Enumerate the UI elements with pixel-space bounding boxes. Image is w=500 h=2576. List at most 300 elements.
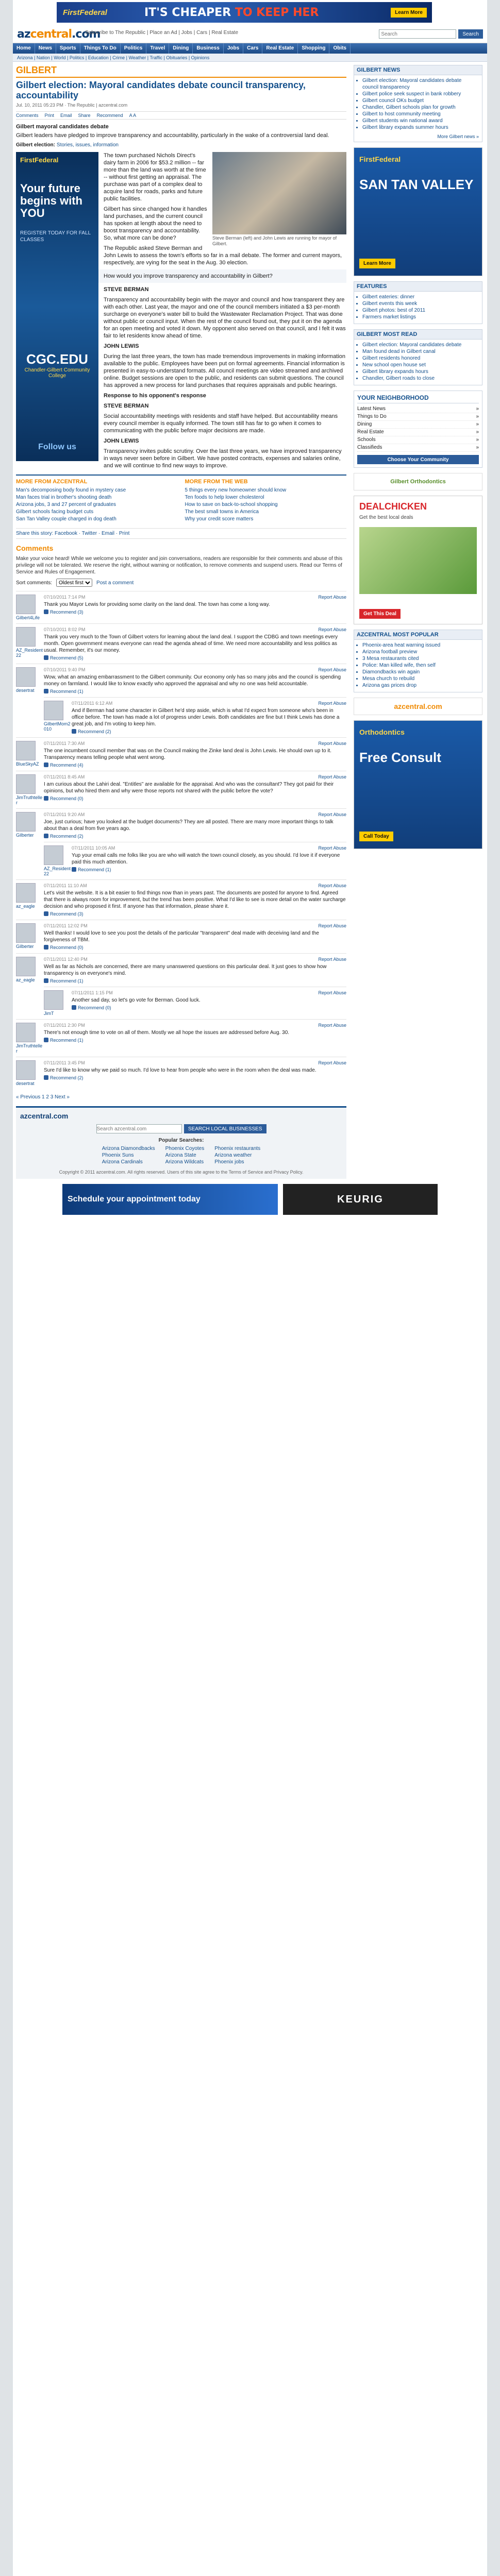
- photo-caption: Steve Berman (left) and John Lewis are running for mayor of Gilbert.: [212, 235, 337, 246]
- popular-link[interactable]: Arizona weather: [214, 1153, 252, 1158]
- commenter-name[interactable]: AZ_Resident22: [44, 866, 71, 876]
- more-link[interactable]: Man's decomposing body found in mystery case: [16, 487, 126, 493]
- popular-searches-title: Popular Searches:: [158, 1138, 204, 1143]
- popular-link[interactable]: • 3 Mesa restaurants cited: [362, 655, 479, 662]
- avatar[interactable]: [16, 774, 36, 794]
- bottom-ad-keurig[interactable]: KEURIG: [283, 1184, 438, 1215]
- neighborhood-row[interactable]: [357, 436, 479, 444]
- sub-nav[interactable]: Arizona | Nation | World | Politics | Education | Crime | Weather | Traffic | Obituaries | Opinions: [13, 54, 487, 62]
- comment-header: [44, 957, 346, 962]
- thumbs-up-icon: [44, 609, 48, 614]
- popular-link[interactable]: Arizona Diamondbacks: [102, 1146, 155, 1151]
- commenter-name[interactable]: az_eagle: [16, 977, 35, 982]
- comment-time: 07/11/2011 1:15 PM: [72, 990, 113, 995]
- search-input[interactable]: [379, 29, 456, 39]
- more-link[interactable]: Arizona jobs, 3 and 27 percent of graduates: [16, 502, 116, 507]
- commenter-name[interactable]: desertrat: [16, 1081, 35, 1086]
- nav-item-shopping[interactable]: Shopping: [298, 43, 329, 54]
- report-abuse-link[interactable]: Report Abuse: [318, 595, 346, 600]
- gilbert-news-box: [354, 65, 482, 142]
- inline-ad-headline: Your future begins with YOU: [20, 182, 82, 219]
- row-label: Real Estate: [357, 429, 384, 435]
- masthead-links[interactable]: Subscribe to The Republic | Place an Ad | Jobs | Cars | Real Estate: [85, 30, 239, 36]
- row-label: Dining: [357, 421, 372, 427]
- commenter-name[interactable]: JimTruthteller: [16, 795, 43, 805]
- comment: [44, 987, 346, 1019]
- commenter-avatar-block: [16, 1023, 44, 1054]
- comment: [16, 808, 346, 842]
- candidate-name: STEVE BERMAN: [104, 286, 149, 293]
- inline-ad-subtext: REGISTER TODAY FOR FALL CLASSES: [20, 230, 91, 243]
- more-link[interactable]: Gilbert schools facing budget cuts: [16, 509, 94, 515]
- article-paragraph: Gilbert has since changed how it handles land purchases, and the current council has spoken at length about the need to boost transparency and accountability. So, what more can be done?: [104, 206, 207, 241]
- comment-actions: [44, 1038, 346, 1043]
- popular-link[interactable]: • Arizona football preview: [362, 649, 479, 655]
- row-arrow-icon: »: [476, 406, 479, 412]
- comment-time: 07/11/2011 12:40 PM: [44, 957, 88, 962]
- logo-part-b: central: [30, 28, 72, 41]
- deal-ad[interactable]: [354, 496, 482, 624]
- comment-body: [44, 667, 346, 694]
- recommend-button[interactable]: Recommend (2): [78, 729, 111, 734]
- report-abuse-link[interactable]: Report Abuse: [318, 812, 346, 817]
- avatar[interactable]: [16, 741, 36, 760]
- neighborhood-row[interactable]: [357, 429, 479, 436]
- comment-body: [72, 845, 346, 876]
- comment-body: [72, 701, 346, 734]
- candidates-photo: [212, 152, 346, 234]
- rail-ad-san-tan[interactable]: [354, 147, 482, 276]
- most-read-link[interactable]: • Man found dead in Gilbert canal: [362, 348, 479, 355]
- row-label: Latest News: [357, 406, 386, 412]
- row-label: Schools: [357, 437, 376, 443]
- site-search: [379, 29, 483, 39]
- thumbs-up-icon: [44, 1075, 48, 1080]
- comment-time: 07/11/2011 3:45 PM: [44, 1060, 85, 1065]
- ad-logo: FirstFederal: [63, 8, 107, 17]
- nav-item-obits[interactable]: Obits: [329, 43, 351, 54]
- article-paragraph: The Republic asked Steve Berman and John Lewis to assess the town's efforts so far in a mail debate. The former and current mayors, respectively, are vying for the seat in the Aug. 30 election.: [104, 245, 342, 266]
- comment-body: [44, 774, 346, 805]
- most-read-link[interactable]: • Gilbert election: Mayoral candidates debate: [362, 342, 479, 348]
- rail-ad-orthodontics[interactable]: [354, 720, 482, 849]
- comment: [16, 1019, 346, 1057]
- avatar[interactable]: [16, 883, 36, 903]
- comment-body: [44, 627, 346, 660]
- comment-text: Thank you Mayor Lewis for providing some clarity on the land deal. The town has come a long way.: [44, 602, 270, 607]
- comment-actions: [44, 655, 346, 660]
- web-link[interactable]: Why your credit score matters: [185, 516, 254, 522]
- comment-time: 07/11/2011 10:05 AM: [72, 845, 115, 851]
- nav-item-real-estate[interactable]: Real Estate: [262, 43, 298, 54]
- comment-time: 07/11/2011 8:45 AM: [44, 774, 85, 779]
- text-size-link[interactable]: A A: [129, 113, 137, 118]
- article-toolbar: [16, 111, 346, 120]
- copyright: Copyright © 2011 azcentral.com. All rights reserved. Users of this site agree to the Terms of Service and Privacy Policy.: [59, 1170, 304, 1175]
- neighborhood-row[interactable]: [357, 405, 479, 413]
- report-abuse-link[interactable]: Report Abuse: [318, 923, 346, 928]
- news-link[interactable]: • Chandler, Gilbert schools plan for growth: [362, 104, 479, 111]
- commenter-name[interactable]: Gilberter: [16, 833, 34, 838]
- recommend-button[interactable]: Recommend (4): [50, 762, 84, 768]
- report-abuse-link[interactable]: Report Abuse: [318, 741, 346, 746]
- thumbs-up-icon: [44, 978, 48, 983]
- section-title: GILBERT: [16, 65, 346, 78]
- comments-link[interactable]: Comments: [16, 113, 39, 118]
- top-ad-bar: [13, 0, 487, 26]
- deal-cta-button[interactable]: Get This Deal: [359, 609, 401, 619]
- comment-body: [44, 883, 346, 917]
- popular-link[interactable]: • Arizona gas prices drop: [362, 682, 479, 689]
- comment-text: Another sad day, so let's go vote for Berman. Good luck.: [72, 997, 201, 1003]
- article-meta: Jul. 10, 2011 05:23 PM · The Republic | azcentral.com: [16, 103, 128, 108]
- comment-body: [44, 812, 346, 839]
- article-kicker: Gilbert mayoral candidates debate: [16, 124, 109, 130]
- page: [13, 0, 487, 2576]
- recommend-button[interactable]: Recommend (2): [50, 1075, 84, 1080]
- nav-item-jobs[interactable]: Jobs: [224, 43, 243, 54]
- nav-item-cars[interactable]: Cars: [243, 43, 262, 54]
- web-link[interactable]: How to save on back-to-school shopping: [185, 502, 278, 507]
- rail-ad-cta[interactable]: Call Today: [359, 832, 393, 841]
- web-link[interactable]: The best small towns in America: [185, 509, 259, 515]
- deal-subtitle: Get the best local deals: [359, 515, 413, 520]
- thumbs-up-icon: [44, 762, 48, 767]
- comments-tools: [16, 579, 346, 587]
- ad-slogan-b: TO KEEP HER: [235, 6, 319, 19]
- commenter-avatar-block: [16, 812, 44, 839]
- commenter-name[interactable]: az_eagle: [16, 904, 35, 909]
- rail-ad-cta[interactable]: Learn More: [359, 259, 395, 268]
- avatar[interactable]: [16, 667, 36, 687]
- news-link[interactable]: • Gilbert to host community meeting: [362, 111, 479, 117]
- neighborhood-title: YOUR NEIGHBORHOOD: [357, 394, 479, 403]
- more-link[interactable]: Man faces trial in brother's shooting death: [16, 495, 112, 500]
- popular-link[interactable]: Phoenix restaurants: [214, 1146, 261, 1151]
- rail-ad-headline: SAN TAN VALLEY: [359, 177, 474, 192]
- commenter-name[interactable]: Gilberter: [16, 944, 34, 949]
- web-link[interactable]: Ten foods to help lower cholesterol: [185, 495, 264, 500]
- popular-link[interactable]: • Police: Man killed wife, then self: [362, 662, 479, 669]
- nav-item-travel[interactable]: Travel: [146, 43, 169, 54]
- ad-cta-button[interactable]: Learn More: [391, 8, 427, 18]
- comment-text: Let's visit the website. It is a bit easier to find things now than in years past. The documents are posted for anyone to find. Agreed that there is always room for improvement, but the trend has been positive. What I'd like to see is more detail on the water surcharge decision and who proposed it first. If anyone has that information, please share it.: [44, 890, 346, 909]
- comment-actions: [44, 911, 346, 917]
- thumbs-up-icon: [72, 1005, 76, 1010]
- ad-slogan-a: IT'S CHEAPER: [144, 6, 231, 19]
- report-abuse-link[interactable]: Report Abuse: [318, 845, 346, 851]
- main-column: [16, 65, 354, 1179]
- recommend-button[interactable]: Recommend (3): [50, 911, 84, 917]
- recommend-link[interactable]: Recommend: [96, 113, 123, 118]
- commenter-name[interactable]: BlueSkyAZ: [16, 761, 39, 767]
- popular-link[interactable]: • Phoenix-area heat warning issued: [362, 642, 479, 649]
- footer-search-button[interactable]: SEARCH LOCAL BUSINESSES: [184, 1124, 266, 1133]
- neighborhood-row[interactable]: [357, 421, 479, 429]
- more-from-web: [185, 479, 347, 523]
- neighborhood-row[interactable]: [357, 444, 479, 452]
- commenter-avatar-block: [16, 923, 44, 950]
- commenter-name[interactable]: AZ_Resident22: [16, 648, 43, 658]
- inline-ad-follow: Follow us: [38, 443, 76, 451]
- comment-header: [44, 923, 346, 928]
- email-link[interactable]: Email: [60, 113, 72, 118]
- feature-link[interactable]: • Gilbert events this week: [362, 300, 479, 307]
- comment-header: [44, 1060, 346, 1065]
- news-link[interactable]: • Gilbert police seek suspect in bank robbery: [362, 91, 479, 97]
- avatar[interactable]: [16, 957, 36, 976]
- candidate-name: STEVE BERMAN: [104, 403, 149, 409]
- recommend-button[interactable]: Recommend (0): [50, 945, 84, 950]
- inline-skyscraper-ad[interactable]: [16, 152, 98, 461]
- sort-select[interactable]: [56, 579, 92, 587]
- comment-actions: [44, 978, 346, 984]
- comment-text: Well thanks! I would love to see you post the details of the particular "transparent" deal made with deceiving land and the forgiveness of TBM.: [44, 930, 319, 943]
- comment-text: There's not enough time to vote on all of them. Mostly we all hope the issues are addressed before Aug. 30.: [44, 1030, 290, 1036]
- comment-time: 07/11/2011 2:30 PM: [44, 1023, 85, 1028]
- popular-link[interactable]: Arizona Cardinals: [102, 1159, 143, 1165]
- comment-time: 07/11/2011 9:20 AM: [44, 812, 85, 817]
- thumbs-up-icon: [72, 867, 76, 872]
- post-comment-button[interactable]: Post a comment: [96, 580, 134, 586]
- sponsor-logo[interactable]: Gilbert Orthodontics: [354, 473, 482, 490]
- comment-list: [16, 591, 346, 1089]
- more-link[interactable]: San Tan Valley couple charged in dog death: [16, 516, 116, 522]
- comment-text: I am curious about the Lahiri deal. "Entitles" are available for the appraisal. And who was the consultant? They got paid for their opinions, but who hired them and why were those reports not shared with the public before the vote?: [44, 782, 334, 794]
- commenter-name[interactable]: desertrat: [16, 688, 35, 693]
- recommend-button[interactable]: Recommend (1): [50, 1038, 84, 1043]
- recommend-button[interactable]: Recommend (0): [78, 1005, 111, 1010]
- commenter-name[interactable]: Gilbert4Life: [16, 615, 40, 620]
- bottom-ads: [62, 1184, 438, 1215]
- row-arrow-icon: »: [476, 421, 479, 427]
- share-bar[interactable]: Share this story: Facebook · Twitter · Email · Print: [16, 528, 346, 539]
- comment-body: [44, 1060, 346, 1086]
- feature-link[interactable]: • Gilbert eateries: dinner: [362, 294, 479, 300]
- comment-body: [44, 595, 346, 620]
- feature-link[interactable]: • Farmers market listings: [362, 314, 479, 320]
- row-arrow-icon: »: [476, 437, 479, 443]
- nav-item-things-to-do[interactable]: Things To Do: [80, 43, 121, 54]
- comments-pager[interactable]: « Previous 1 2 3 Next »: [16, 1094, 70, 1100]
- report-abuse-link[interactable]: Report Abuse: [318, 1060, 346, 1065]
- comment-text: The one incumbent council member that was on the Council making the Zinke land deal is John Lewis. He should own up to it. Transparency means telling people what went wrong.: [44, 748, 332, 760]
- rail-ad-headline: Free Consult: [359, 750, 441, 765]
- web-link[interactable]: 5 things every new homeowner should know: [185, 487, 287, 493]
- comment-actions: [72, 1005, 346, 1010]
- footer-brand[interactable]: azcentral.com: [20, 1112, 69, 1120]
- most-read-link[interactable]: • Gilbert residents honored: [362, 355, 479, 362]
- comment-time: 07/11/2011 6:12 AM: [72, 701, 113, 706]
- nav-item-business[interactable]: Business: [193, 43, 223, 54]
- article-intro: Gilbert leaders have pledged to improve transparency and accountability, particularly in the wake of a controversial land deal.: [16, 132, 329, 139]
- inline-ad-url: Chandler-Gilbert Community College: [24, 367, 90, 379]
- popular-link[interactable]: Arizona Wildcats: [165, 1159, 204, 1165]
- popular-link[interactable]: Arizona State: [165, 1153, 196, 1158]
- berman-response: Social accountability meetings with residents and staff have helped. But accountability means every council member is equally informed. The town still has far to go when it comes to communicating with the public before major decisions are made.: [104, 413, 338, 434]
- avatar[interactable]: [16, 923, 36, 943]
- comment-body: [72, 990, 346, 1016]
- report-abuse-link[interactable]: Report Abuse: [318, 990, 346, 995]
- footer-search: [96, 1124, 266, 1133]
- comment-actions: [44, 945, 346, 950]
- related-link[interactable]: Stories, issues, information: [56, 142, 119, 148]
- report-abuse-link[interactable]: Report Abuse: [318, 1023, 346, 1028]
- comment: [16, 591, 346, 623]
- recommend-button[interactable]: Recommend (0): [50, 796, 84, 801]
- most-read-link[interactable]: • New school open house set: [362, 362, 479, 368]
- recommend-button[interactable]: Recommend (1): [50, 689, 84, 694]
- feature-link[interactable]: • Gilbert photos: best of 2011: [362, 307, 479, 314]
- comment-actions: [44, 834, 346, 839]
- bottom-ad-left[interactable]: Schedule your appointment today: [62, 1184, 278, 1215]
- commenter-avatar-block: [16, 1060, 44, 1086]
- comment-header: [44, 627, 346, 632]
- avatar[interactable]: [16, 1023, 36, 1042]
- more-stories: [16, 474, 346, 523]
- comment-time: 07/10/2011 9:40 PM: [44, 667, 86, 672]
- avatar[interactable]: [16, 595, 36, 614]
- avatar[interactable]: [44, 845, 63, 865]
- popular-link[interactable]: • Diamondbacks win again: [362, 669, 479, 675]
- comment-text: Yup your email calls me folks like you are who will watch the town council closely, as you should. I'd love it if everyone paid this much attention.: [72, 853, 340, 865]
- thumbs-up-icon: [44, 911, 48, 916]
- nav-item-politics[interactable]: Politics: [121, 43, 147, 54]
- report-abuse-link[interactable]: Report Abuse: [318, 774, 346, 779]
- thumbs-up-icon: [44, 689, 48, 693]
- recommend-button[interactable]: Recommend (2): [50, 834, 84, 839]
- comment-body: [44, 1023, 346, 1054]
- logo-part-a: az: [17, 28, 30, 41]
- popular-link[interactable]: Phoenix Suns: [102, 1153, 134, 1158]
- report-abuse-link[interactable]: Report Abuse: [318, 627, 346, 632]
- commenter-avatar-block: [44, 701, 72, 734]
- recommend-button[interactable]: Recommend (3): [50, 609, 84, 615]
- more-right-title: MORE FROM THE WEB: [185, 479, 248, 485]
- comment-actions: [44, 1075, 346, 1080]
- popular-link[interactable]: • Mesa church to rebuild: [362, 675, 479, 682]
- comment-text: Well as far as Nichols are concerned, there are many unanswered questions on this particular deal. It just goes to show how transparency is on everyone's mind.: [44, 964, 327, 976]
- comment-time: 07/10/2011 8:02 PM: [44, 627, 86, 632]
- popular-link[interactable]: Phoenix Coyotes: [165, 1146, 205, 1151]
- more-gilbert-news-link[interactable]: More Gilbert news »: [437, 134, 479, 139]
- ad-slogan: [144, 6, 391, 19]
- comment-actions: [44, 762, 346, 768]
- thumbs-up-icon: [44, 655, 48, 660]
- commenter-avatar-block: [44, 845, 72, 876]
- news-link[interactable]: • Gilbert library expands summer hours: [362, 124, 479, 131]
- comment-actions: [44, 609, 346, 615]
- row-label: Things to Do: [357, 414, 387, 419]
- article-paragraph: The town purchased Nichols Direct's dairy farm in 2006 for $53.2 million -- far more than the land was worth at the time -- without first getting an appraisal. The purchase was part of a complex deal to acquire land for roads, parks and future public facilities.: [104, 152, 206, 202]
- commenter-avatar-block: [16, 741, 44, 768]
- berman-answer: Transparency and accountability begin with the mayor and council and how transparent they are with each other. Last year, the mayor and one of the council members initiated a $3 per-month surcharge on everyone's water bill to build the Wastewater Reclamation Project. That was done without public or council input. When the rest of the council found out, they put it on the agenda for an open meeting and voted it down. My opponent also served on that council, and I felt it was fair to let residents know ahead of time.: [104, 297, 346, 339]
- nav-item-dining[interactable]: Dining: [169, 43, 193, 54]
- article-headline: Gilbert election: Mayoral candidates debate council transparency, accountability: [16, 80, 306, 100]
- recommend-button[interactable]: Recommend (1): [50, 978, 84, 984]
- comment: [44, 842, 346, 879]
- report-abuse-link[interactable]: Report Abuse: [318, 701, 346, 706]
- thumbs-up-icon: [44, 834, 48, 838]
- masthead: [13, 26, 487, 43]
- commenter-name[interactable]: JimTruthteller: [16, 1043, 43, 1054]
- related-label: Gilbert election:: [16, 142, 56, 148]
- comment: [16, 623, 346, 664]
- comment: [44, 697, 346, 737]
- comment-header: [44, 667, 346, 672]
- share-link[interactable]: Share: [78, 113, 91, 118]
- rail-ad-logo: Orthodontics: [359, 728, 405, 736]
- more-left-title: MORE FROM AZCENTRAL: [16, 479, 88, 485]
- avatar[interactable]: [16, 627, 36, 647]
- comment: [16, 737, 346, 771]
- nav-item-sports[interactable]: Sports: [56, 43, 80, 54]
- commenter-name[interactable]: JimT: [44, 1011, 54, 1016]
- logo-part-c: .com: [72, 28, 101, 41]
- most-popular-box: [354, 630, 482, 692]
- most-read-link[interactable]: • Gilbert library expands hours: [362, 368, 479, 375]
- neighborhood-row[interactable]: [357, 413, 479, 421]
- comment: [16, 920, 346, 953]
- news-link[interactable]: • Gilbert election: Mayoral candidates debate council transparency: [362, 77, 479, 91]
- comment-text: Thank you very much to the Town of Gilbert voters for learning about the land deal. I support the CDBG and town meetings every month. Open government means everyone can read the agenda ahead of time. We need more accountability and less politics as usual. Remember, it's our money.: [44, 634, 338, 653]
- page-footer: [16, 1106, 346, 1179]
- commenter-name[interactable]: GilbertMom2010: [44, 721, 71, 732]
- footer-search-input[interactable]: [96, 1124, 182, 1133]
- most-read-link[interactable]: • Chandler, Gilbert roads to close: [362, 375, 479, 382]
- thumbs-up-icon: [72, 729, 76, 734]
- report-abuse-link[interactable]: Report Abuse: [318, 957, 346, 962]
- nav-item-news[interactable]: News: [35, 43, 56, 54]
- deal-image: [359, 527, 477, 594]
- choose-community-button[interactable]: Choose Your Community: [357, 455, 479, 464]
- popular-link[interactable]: Phoenix jobs: [214, 1159, 244, 1165]
- comments-title: Comments: [16, 544, 54, 552]
- report-abuse-link[interactable]: Report Abuse: [318, 667, 346, 672]
- thumbs-up-icon: [44, 945, 48, 950]
- main-nav: [13, 43, 487, 54]
- comment-header: [72, 701, 346, 706]
- thumbs-up-icon: [44, 1038, 48, 1042]
- comment-header: [44, 812, 346, 817]
- recommend-button[interactable]: Recommend (5): [50, 655, 84, 660]
- azcentral-logo[interactable]: azcentral.com: [354, 698, 482, 715]
- report-abuse-link[interactable]: Report Abuse: [318, 883, 346, 888]
- nav-item-home[interactable]: Home: [13, 43, 35, 54]
- recommend-button[interactable]: Recommend (1): [78, 867, 111, 872]
- comment-body: [44, 741, 346, 768]
- comment-time: 07/11/2011 12:02 PM: [44, 923, 88, 928]
- comment-body: [44, 923, 346, 950]
- popular-searches: [20, 1145, 342, 1165]
- most-read-title: GILBERT MOST READ: [354, 330, 482, 340]
- avatar[interactable]: [16, 812, 36, 832]
- news-link[interactable]: • Gilbert students win national award: [362, 117, 479, 124]
- avatar[interactable]: [16, 1060, 36, 1080]
- thumbs-up-icon: [44, 796, 48, 801]
- avatar[interactable]: [44, 701, 63, 720]
- avatar[interactable]: [44, 990, 63, 1010]
- top-banner-ad[interactable]: [57, 2, 432, 23]
- response-heading: Response to his opponent's response: [104, 393, 206, 399]
- comments-policy: Make your voice heard! While we welcome you to register and join conversations, readers are responsible for their comments and abuse of this privilege will not be tolerated. We reserve the right, without warning or notification, to remove comments and suspend users. Read our Terms of Service and Rules of Engagement.: [16, 556, 343, 575]
- print-link[interactable]: Print: [44, 113, 55, 118]
- news-link[interactable]: • Gilbert council OKs budget: [362, 97, 479, 104]
- deal-title: DEALCHICKEN: [359, 501, 427, 512]
- search-button[interactable]: Search: [458, 29, 483, 39]
- comment-header: [44, 595, 346, 600]
- neighborhood-box: [354, 391, 482, 468]
